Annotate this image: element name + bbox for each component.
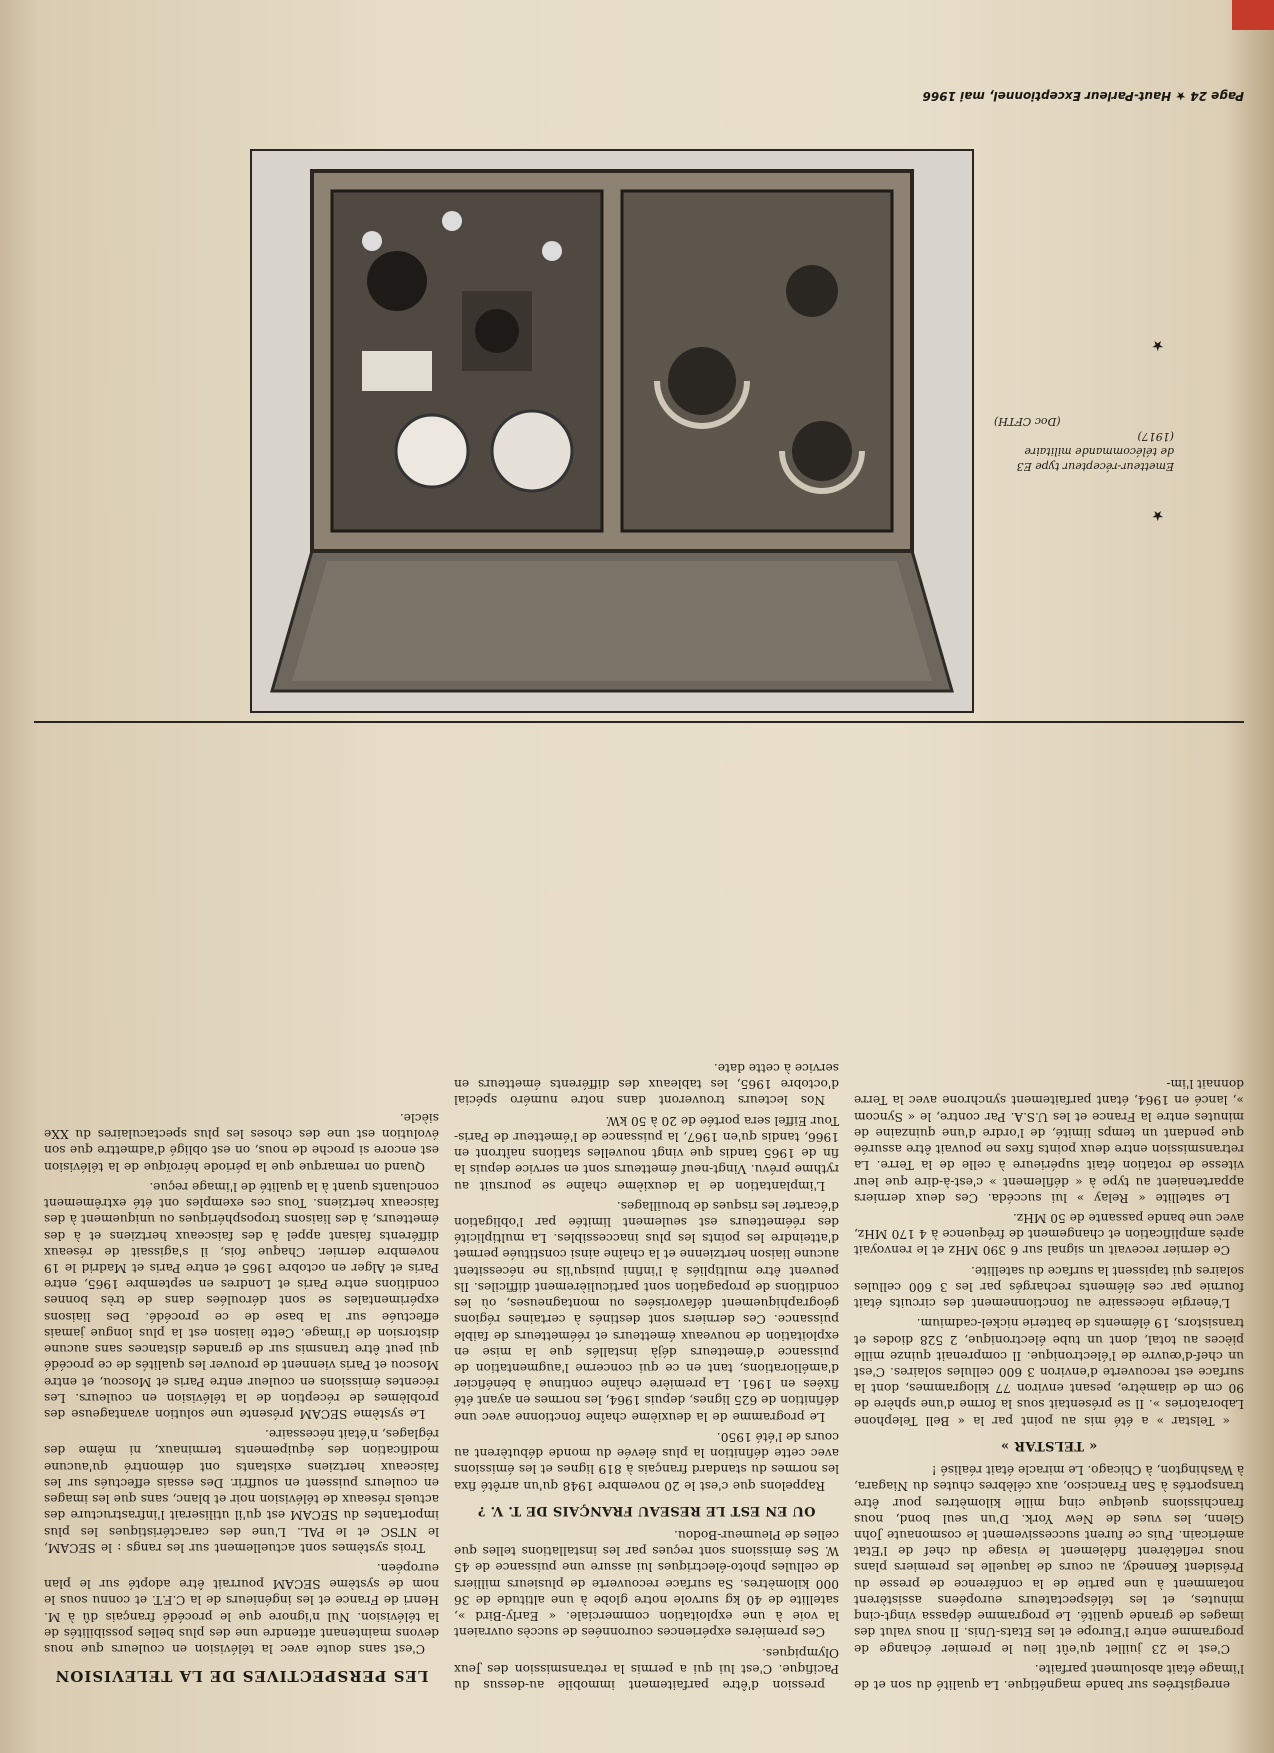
- article-column-perspectives: [44, 1106, 439, 1693]
- star-ornament: ★: [1151, 507, 1164, 523]
- article-paragraph: Quand on remarque que la période héroïque de la télévision est encore si proche de nous, on est obligé d'admettre que son évolution est une des choses les plus spectaculaires du XXe siècle.: [44, 1111, 439, 1174]
- caption-line: Emetteur-récepteur type E3: [1016, 460, 1174, 473]
- article-paragraph: « Telstar » a été mis au point par la « Bell Telephone Laboratories ». Il se présentait sous la forme d'une sphère de 90 cm de diamètre, pesant environ 77 kilogrammes, dont la surface est recouverte d'environ 3 600 cellules solaires. C'est un chef-d'œuvre de l'électronique. Il comprenait quinze mille pièces au total, dont un tube électronique, 2 528 diodes et transistors, 19 éléments de batterie nickel-cadmium.: [854, 1316, 1244, 1428]
- article-paragraph: Nos lecteurs trouveront dans notre numéro spécial d'octobre 1965, les tableaux des différents émetteurs en service à cette date.: [454, 1061, 839, 1108]
- article-paragraph: Ce dernier recevait un signal sur 6 390 MHz et le renvoyait après amplification et changement de fréquence à 4 170 MHz, avec une bande passante de 50 MHz.: [854, 1211, 1244, 1258]
- article-column-telstar: [854, 1072, 1244, 1693]
- article-paragraph: Le système SECAM présente une solution avantageuse des problèmes de réception de la télévision en couleurs. Les récentes émissions en couleur entre Paris et Moscou, et entre Moscou et Paris viennent de prouver les qualités de ce procédé qui peut être transmis sur de grandes distances sans aucune distorsion de l'image. Cette liaison est la plus longue jamais effectuée sur la base de ce procédé. Des liaisons expérimentales se sont déroulées dans de très bonnes conditions entre Paris et Londres en septembre 1965, entre Paris et Alger en octobre 1965 et entre Paris et Madrid le 19 novembre dernier. Chaque fois, il s'agissait de réseaux différents faisant appel à des faisceaux hertziens et à des émetteurs, à des liaisons troposphériques ou uniquement à des faisceaux hertziens. Tous ces exemples ont été extrêmement concluants quant à la qualité de l'image reçue.: [44, 1179, 439, 1421]
- article-paragraph: Rappelons que c'est le 20 novembre 1948 qu'un arrêté fixa les normes du standard français à 819 lignes et les émissions avec cette définition la plus élevée du monde débutèrent au cours de l'été 1950.: [454, 1429, 839, 1493]
- article-paragraph: L'énergie nécessaire au fonctionnement des circuits était fournie par ces éléments rechargés par les 3 600 cellules solaires qui tapissent la surface du satellite.: [854, 1263, 1244, 1311]
- section-heading: LES PERSPECTIVES DE LA TELEVISION: [54, 1667, 429, 1685]
- caption-line: (1917): [1137, 430, 1174, 444]
- article-paragraph: L'implantation de la deuxième chaîne se poursuit au rythme prévu. Vingt-neuf émetteurs sont en service depuis la fin de 1965 tandis que vingt nouvelles stations naîtront en 1966, tandis qu'en 1967, la puissance de l'émetteur de Paris-Tour Eiffel sera portée de 20 à 50 kW.: [454, 1113, 839, 1193]
- article-paragraph: pression d'être parfaitement immobile au-dessus du Pacifique. C'est lui qui a permis la retransmission des Jeux Olympiques.: [454, 1645, 839, 1692]
- section-heading: OU EN EST LE RESEAU FRANÇAIS DE T. V. ?: [477, 1502, 816, 1518]
- article-paragraph: enregistrées sur bande magnétique. La qualité du son et de l'image était absolument parfaite.: [854, 1661, 1244, 1692]
- article-paragraph: C'est sans doute avec la télévision en couleurs que nous devons maintenant attendre une des plus belles possibilités de la télévision. Nul n'ignore que le procédé français dû à M. Henri de France et les ingénieurs de la C.F.T. et connu sous le nom de système SECAM pourrait être adopté sur le plan européen.: [44, 1560, 439, 1657]
- transceiver-illustration: [252, 151, 972, 711]
- article-paragraph: C'est le 23 juillet qu'eût lieu le premier échange de programme entre l'Europe et les Etats-Unis. Il nous valut des images de grande qualité. Le programme dépassa vingt-cinq minutes, et les téléspectateurs européens assistèrent notamment à une partie de la conférence de presse du Président Kennedy, au cours de laquelle les premiers plans nous reflétèrent fidèlement le visage du chef de l'Etat américain. Puis ce furent successivement le cosmonaute John Glenn, les vues de New York. D'un seul bond, nous franchissions quelque cinq mille kilomètres pour être transportés à San Francisco, aux célèbres chutes du Niagara, à Washington, à Chicago. Le miracle était réalisé !: [854, 1463, 1244, 1656]
- transceiver-photo: [250, 149, 974, 713]
- column-divider-rule: [34, 721, 1244, 723]
- star-ornament: ★: [1151, 337, 1164, 353]
- caption-line: de télécommande militaire: [1024, 445, 1174, 459]
- caption-line: (Doc CFTH): [994, 415, 1061, 429]
- article-paragraph: Le programme de la deuxième chaîne fonctionne avec une définition de 625 lignes, depuis 1964, les normes en ayant été fixées en 1961. La première chaîne continue à bénéficier d'améliorations, tant en ce qui concerne l'augmentation de puissance d'émetteurs déjà installés que la mise en exploitation de nouveaux émetteurs et réémetteurs de faible puissance. Ces derniers sont destinés à certaines régions géographiquement défavorisées ou montagneuses, où les conditions de propagation sont particulièrement difficiles. Ils peuvent être multipliés à l'infini puisqu'ils ne nécessitent aucune liaison hertzienne et la chaîne ainsi constituée permet d'atteindre les points les plus inaccessibles. La multiplicité des réémetteurs est seulement limitée par l'obligation d'écarter les risques de brouillages.: [454, 1198, 839, 1424]
- page-header: Page 24 ★ Haut-Parleur Exceptionnel, mai 1966: [922, 89, 1244, 103]
- article-column-reseau: [454, 1056, 839, 1693]
- article-paragraph: Ces premières expériences couronnées de succès ouvraient la voie à une exploitation commerciale. « Early-Bird », satellite de 40 kg survole notre globe à une altitude de 36 000 kilomètres. Sa surface recouverte de plusieurs milliers de cellules photo-électriques lui assure une puissance de 45 W. Ses émissions sont reçues par les installations telles que celles de Pleumeur-Bodou.: [454, 1528, 839, 1640]
- section-heading: « TELSTAR »: [1000, 1437, 1098, 1453]
- article-paragraph: Trois systèmes sont actuellement sur les rangs : le SECAM, le NTSC et le PAL. L'une des caractéristiques les plus importantes du SECAM est qu'il utiliserait l'infrastructure des actuels réseaux de télévision noir et blanc, sans que les images en couleurs puissent en souffrir. Des essais effectués sur les faisceaux hertziens existants ont démontré qu'aucune modification des équipements terminaux, ni même des réglages, n'était nécessaire.: [44, 1427, 439, 1555]
- photo-caption: [994, 414, 1174, 473]
- article-paragraph: Le satellite « Relay » lui succéda. Ces deux derniers appartenaient au type à « défilement » c'est-à-dire que leur vitesse de rotation était supérieure à celle de la Terre. La retransmission entre deux points fixes ne pouvait être assurée que pendant un temps limité, de l'ordre d'une quinzaine de minutes entre la France et les U.S.A. Par contre, le « Syncom », lancé en 1964, étant parfaitement synchrone avec la Terre donnait l'im-: [854, 1077, 1244, 1205]
